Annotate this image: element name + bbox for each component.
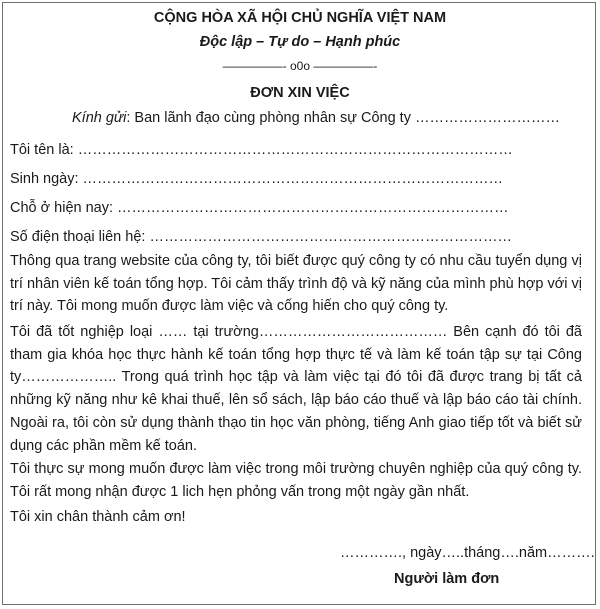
field-name: Tôi tên là: ……………………………………………………………………………… <box>10 142 513 158</box>
date-line: …………., ngày…..tháng….năm………. <box>340 545 595 561</box>
paragraph-thanks: Tôi xin chân thành cảm ơn! <box>10 509 186 525</box>
motto: Độc lập – Tự do – Hạnh phúc <box>199 34 401 50</box>
recipient-label: Kính gửi <box>72 110 127 126</box>
signature-label: Người làm đơn <box>394 571 500 587</box>
paragraph-intro: Thông qua trang website của công ty, tôi biết được quý công ty có nhu cầu tuyển dụng vị trí nhân viên kế toán tổng hợp. Tôi cảm thấy trình độ và kỹ năng của mình phù hợp với vị trí này. Tôi mong muốn được làm việc và cống hiến cho quý công ty. <box>10 253 582 315</box>
document-title: ĐƠN XIN VIỆC <box>250 85 350 101</box>
field-phone: Số điện thoại liên hệ: ………………………………………………………………… <box>10 229 512 245</box>
field-address: Chỗ ở hiện nay: ……………………………………………………………………… <box>10 200 509 216</box>
national-title: CỘNG HÒA XÃ HỘI CHỦ NGHĨA VIỆT NAM <box>153 10 447 26</box>
header-divider: —————- o0o —————- <box>222 59 378 73</box>
recipient-text: : Ban lãnh đạo cùng phòng nhân sự Công ty ………………………… <box>126 110 560 126</box>
paragraph-education: Tôi đã tốt nghiệp loại …… tại trường………………………………… Bên cạnh đó tôi đã tham gia khóa học thực hành kế toán tổng hợp thực tế và làm kế toán tập sự tại Công ty……………….. Trong quá trình học tập và làm việc tại đó tôi đã được trang bị tất cả những kỹ năng như kê khai thuế, lên sổ sách, lập báo cáo thuế và lập báo cáo tài chính. Ngoài ra, tôi còn sử dụng thành thạo tin học văn phòng, tiếng Anh giao tiếp tốt và biết sử dụng các phần mềm kế toán. <box>10 324 582 454</box>
paragraph-request: Tôi thực sự mong muốn được làm việc trong môi trường chuyên nghiệp của quý công ty. Tôi rất mong nhận được 1 lich hẹn phỏng vấn trong một ngày gần nhất. <box>10 461 582 500</box>
field-birthdate: Sinh ngày: …………………………………………………………………………… <box>10 171 504 187</box>
recipient-line <box>72 109 560 127</box>
